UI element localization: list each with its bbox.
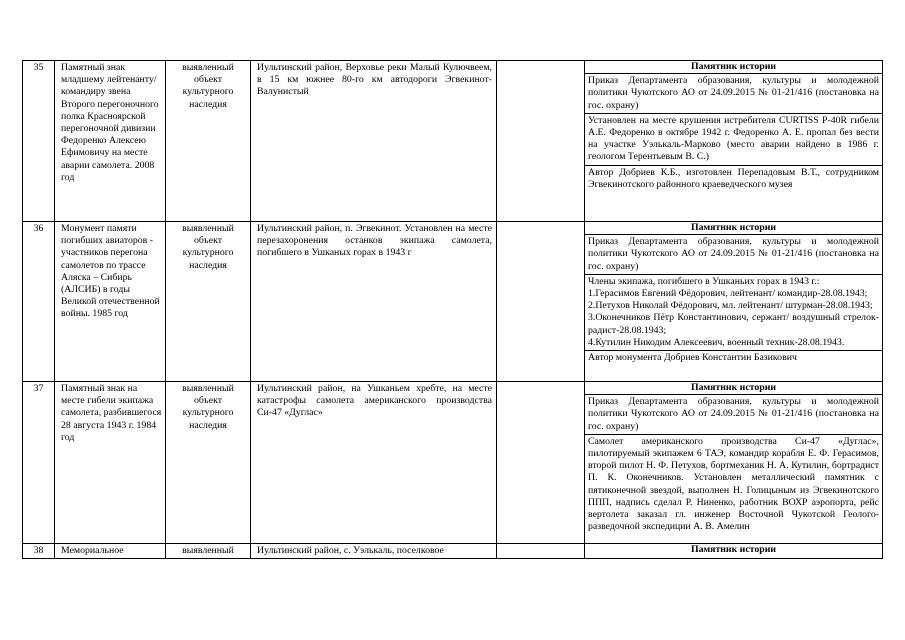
object-status: выявленный объект культурного наследия	[166, 61, 251, 222]
row-number: 38	[23, 544, 55, 559]
object-type: Памятник истории	[585, 382, 882, 395]
object-status: выявленный объект культурного наследия	[166, 222, 251, 382]
empty-cell	[497, 544, 585, 559]
object-note: Самолет американского производства Си-47 «Дуглас», пилотируемый экипажем 6 ТАЭ, командир корабля Е. Ф. Герасимов, второй пилот Н. Ф. Петухов, бортмеханик Н. А. Кутилин, бортрадист П. К. Оконечников. Установлен металлический памятник с пятиконечной звездой, выполнен Н. Голицыным из Эгвекинотского ППП, надпись сделал Р. Ниненко, работник ВОХР аэропорта, рейс вертолета заказал гл. инженер Восточной Чукотской Геолого-разведочной экспедиции А. В. Амелин	[588, 435, 879, 533]
object-name: Мемориальное	[55, 544, 166, 559]
protection-order: Приказ Департамента образования, культуры и молодежной политики Чукотского АО от 24.09.2015 № 01-21/416 (постановка на гос. охрану)	[585, 395, 882, 435]
object-author: Автор монумента Добриев Константин Базикович	[588, 352, 797, 364]
object-name: Памятный знак младшему лейтенанту/ командиру звена Второго перегоночного полка Красноярской перегоночной дивизии Федоренко Алексею Ефимовичу на месте аварии самолета. 2008 год	[55, 61, 166, 222]
protection-order: Приказ Департамента образования, культуры и молодежной политики Чукотского АО от 24.09.2015 № 01-21/416 (постановка на гос. охрану)	[585, 235, 882, 275]
crew-list	[585, 275, 882, 351]
crew-line: 4.Кутилин Никодим Алексеевич, военный техник-28.08.1943.	[588, 336, 845, 348]
object-name: Монумент памяти погибших авиаторов - участников перегона самолетов по трассе Аляска – Сибирь (АЛСИБ) в годы Великой отечественной войны. 1985 год	[55, 222, 166, 382]
object-type: Памятник истории	[690, 544, 776, 555]
registry-table	[22, 60, 883, 559]
protection-order: Приказ Департамента образования, культуры и молодежной политики Чукотского АО от 24.09.2015 № 01-21/416 (постановка на гос. охрану)	[585, 74, 882, 114]
object-info	[585, 382, 883, 544]
crew-line: Члены экипажа, погибшего в Ушканьих горах в 1943 г.:	[588, 275, 820, 287]
row-number: 36	[23, 222, 55, 382]
monuments-registry	[22, 60, 882, 559]
empty-cell	[497, 382, 585, 544]
crew-line: 3.Оконечников Пётр Константинович, сержант/ воздушный стрелок-радист-28.08.1943;	[588, 312, 879, 336]
object-status: выявленный объект культурного наследия	[166, 382, 251, 544]
object-author: Автор Добриев К.Б., изготовлен Перепадовым В.Т., сотрудником Эгвекинотского районного краеведческого музея	[588, 166, 879, 190]
object-type: Памятник истории	[585, 222, 882, 235]
object-info	[585, 222, 883, 382]
crew-line: 2.Петухов Николай Фёдорович, мл. лейтенант/ штурман-28.08.1943;	[588, 300, 873, 312]
table-row	[23, 222, 883, 382]
table-row	[23, 544, 883, 559]
object-status: выявленный	[166, 544, 251, 559]
row-number: 35	[23, 61, 55, 222]
object-info	[585, 544, 883, 559]
table-row	[23, 61, 883, 222]
empty-cell	[497, 222, 585, 382]
table-row	[23, 382, 883, 544]
object-note: Установлен на месте крушения истребителя CURTISS Р-40R гибели А.Е. Федоренко в октябре 1942 г. Федоренко А. Е. пропал без вести на участке Уэлькаль-Марково (место аварии найдено в 1986 г. геологом Терентьевым В. С.)	[585, 114, 882, 166]
crew-line: 1.Герасимов Евгений Фёдорович, лейтенант/ командир-28.08.1943;	[588, 288, 868, 300]
row-number: 37	[23, 382, 55, 544]
object-info	[585, 61, 883, 222]
object-location: Иультинский район, Верховье реки Малый Кулючвеем, в 15 км южнее 80-го км автодороги Эгвекинот-Валунистый	[251, 61, 497, 222]
object-location: Иультинский район, на Ушканьем хребте, на месте катастрофы самолета американского производства Си-47 «Дуглас»	[251, 382, 497, 544]
object-location: Иультинский район, п. Эгвекинот. Установлен на месте перезахоронения останков экипажа самолета, погибшего в Ушканых горах в 1943 г	[251, 222, 497, 382]
empty-cell	[497, 61, 585, 222]
object-name: Памятный знак на месте гибели экипажа самолета, разбившегося 28 августа 1943 г. 1984 год	[55, 382, 166, 544]
object-type: Памятник истории	[585, 61, 882, 74]
object-location: Иультинский район, с. Уэлькаль, поселковое	[251, 544, 497, 559]
